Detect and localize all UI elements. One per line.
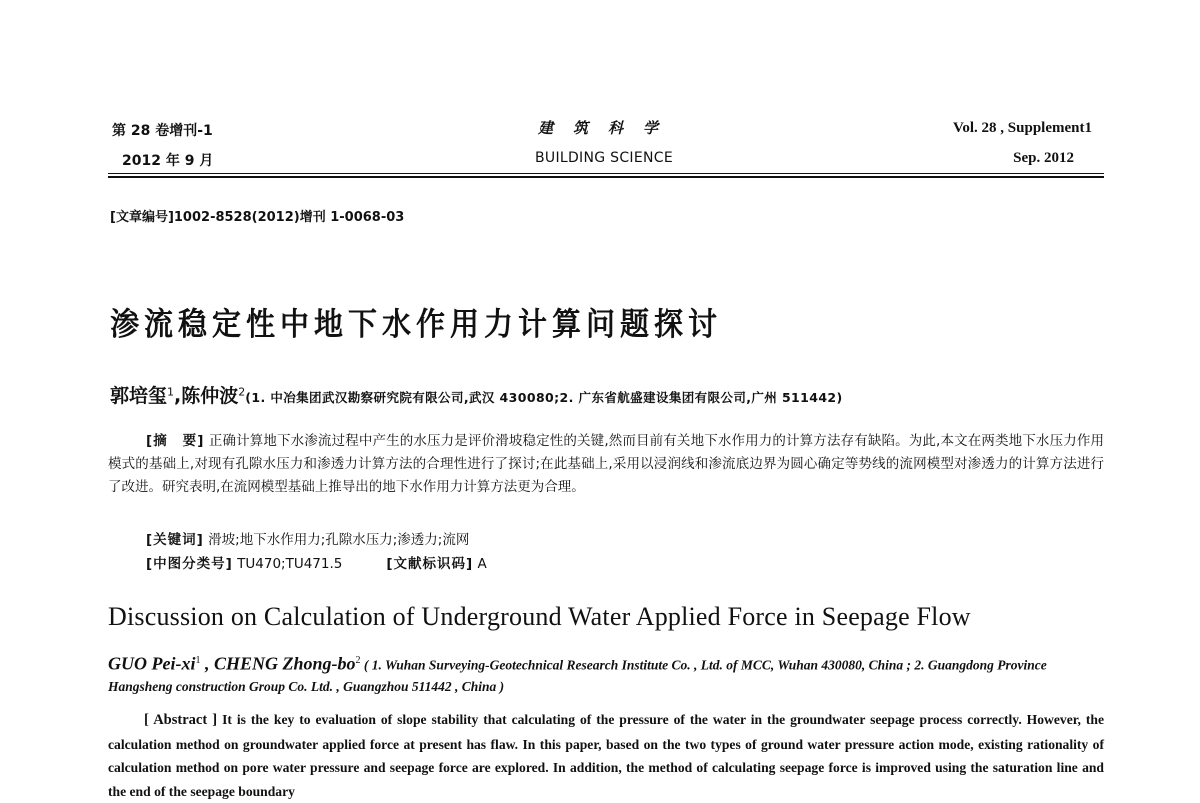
abstract-en — [108, 708, 1104, 803]
keywords-cn-text: 滑坡;地下水作用力;孔隙水压力;渗透力;流网 — [208, 532, 470, 548]
author2-en: CHENG Zhong-bo — [213, 653, 356, 674]
abstract-cn-label: [摘 要] — [146, 433, 205, 449]
header-journal-en: BUILDING SCIENCE — [535, 150, 673, 166]
author1-en: GUO Pei-xi — [108, 653, 196, 674]
abstract-en-label: [ Abstract ] — [144, 712, 218, 728]
authors-cn-separator: , — [174, 385, 182, 407]
doc-code-label: [文献标识码] — [386, 556, 474, 572]
author1-en-sup: 1 — [195, 655, 201, 666]
keywords-cn — [146, 528, 469, 548]
header-rule-thick — [108, 176, 1104, 178]
author2-en-sup: 2 — [355, 655, 361, 666]
header-rule-thin — [108, 173, 1104, 174]
affiliation-cn: (1. 中冶集团武汉勘察研究院有限公司,武汉 430080;2. 广东省航盛建设集团有限公司,广州 511442) — [245, 390, 843, 405]
clc-label: [中图分类号] — [146, 556, 233, 572]
classification — [146, 552, 487, 572]
header-volume-en: Vol. 28 , Supplement1 — [952, 120, 1092, 136]
abstract-en-text: It is the key to evaluation of slope stability that calculating of the pressure of the water in the groundwater seepage process correctly. However, the calculation method on groundwater applied force at present has flaw. In this paper, based on the two types of ground water pressure action mode, existing rationality of calculation method on pore water pressure and seepage force are explored. In addition, the method of calculating seepage force is improved using the saturation line and the end of the seepage boundary — [108, 712, 1104, 799]
author1-cn-sup: 1 — [167, 385, 175, 399]
authors-cn — [110, 381, 843, 408]
authors-en — [108, 650, 1104, 698]
clc-value: TU470;TU471.5 — [237, 556, 343, 572]
doc-code-value: A — [477, 556, 487, 572]
header-volume-cn: 第 28 卷增刊-1 — [112, 123, 213, 139]
header-date-en: Sep. 2012 — [1013, 150, 1074, 166]
header-journal-cn: 建筑科学 — [538, 119, 679, 137]
title-en: Discussion on Calculation of Underground Water Applied Force in Seepage Flow — [108, 602, 971, 631]
author2-cn: 陈仲波 — [181, 385, 239, 407]
article-number: [文章编号]1002-8528(2012)增刊 1-0068-03 — [110, 210, 405, 225]
abstract-cn — [108, 430, 1104, 499]
abstract-cn-text: 正确计算地下水渗流过程中产生的水压力是评价滑坡稳定性的关键,然而目前有关地下水作用力的计算方法存有缺陷。为此,本文在两类地下水压力作用模式的基础上,对现有孔隙水压力和渗透力计算方法的合理性进行了探讨;在此基础上,采用以浸润线和渗流底边界为圆心确定等势线的流网模型对渗透力的计算方法进行了改进。研究表明,在流网模型基础上推导出的地下水作用力计算方法更为合理。 — [108, 433, 1104, 495]
author2-cn-sup: 2 — [238, 385, 246, 399]
author1-cn: 郭培玺 — [110, 385, 168, 407]
authors-en-separator: , — [200, 653, 214, 674]
header-date-cn: 2012 年 9 月 — [122, 153, 214, 169]
affiliation-en: ( 1. Wuhan Surveying-Geotechnical Research Institute Co. , Ltd. of MCC, Wuhan 430080, China ; 2. Guangdong Province Hangsheng construction Group Co. Ltd. , Guangzhou 511442 , China ) — [108, 657, 1047, 695]
title-cn: 渗流稳定性中地下水作用力计算问题探讨 — [110, 305, 723, 343]
keywords-cn-label: [关键词] — [146, 532, 204, 548]
